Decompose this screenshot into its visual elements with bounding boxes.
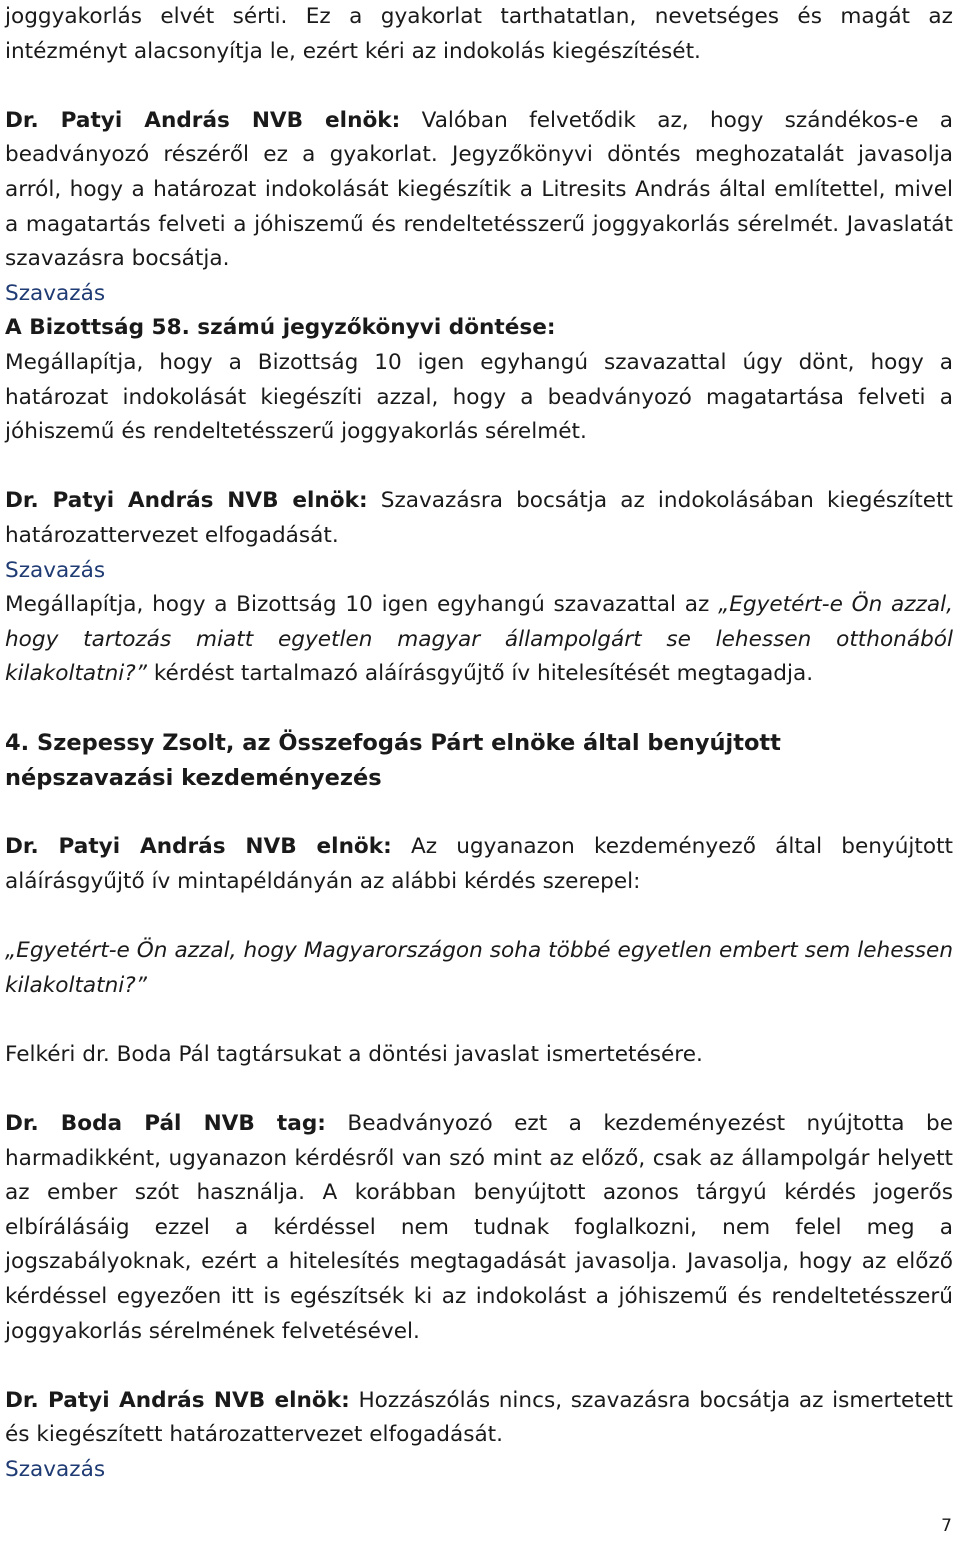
paragraph-chair-statement-2 (5, 484, 953, 553)
decision-heading: A Bizottság 58. számú jegyzőkönyvi döntése: (5, 315, 556, 341)
section-heading: 4. Szepessy Zsolt, az Összefogás Párt elnöke által benyújtott népszavazási kezdeményezés (5, 730, 781, 792)
page-number: 7 (941, 1516, 952, 1536)
statement-text: Beadványozó ezt a kezdeményezést nyújtotta be harmadikként, ugyanazon kérdésről van szó mint az előző, csak az állampolgár helyett az ember szót használja. A korábban benyújtott azonos tárgyú kérdés jogerős elbírálásáig ezzel a kérdéssel nem tudnak foglalkozni, nem felel meg a jogszabályoknak, ezért a hitelesítés megtagadását javasolja. Javasolja, hogy az előző kérdéssel egyezően itt is egészítsék ki az indokolást a jóhiszemű és rendeltetésszerű joggyakorlás sérelmének felvetésével. (5, 1111, 953, 1344)
quoted-question-block: „Egyetért-e Ön azzal, hogy Magyarországon soha többé egyetlen embert sem lehessen kilakoltatni?” (5, 938, 953, 998)
statement-text: Valóban felvetődik az, hogy szándékos-e a beadványozó részéről ez a gyakorlat. Jegyzőkönyvi döntés meghozatalát javasolja arról, hogy a határozat indokolását kiegészítik a Litresits András által említettel, mivel a magatartás felveti a jóhiszemű és rendeltetésszerű joggyakorlás sérelmét. Javaslatát szavazásra bocsátja. (5, 107, 953, 272)
paragraph-member-statement (5, 1107, 953, 1349)
document-page (5, 0, 953, 1488)
vote-label: Szavazás (5, 1456, 106, 1482)
speaker-label: Dr. Patyi András NVB elnök: (5, 834, 392, 860)
paragraph-request: Felkéri dr. Boda Pál tagtársukat a döntési javaslat ismertetésére. (5, 1041, 703, 1067)
paragraph-intro-text: joggyakorlás elvét sérti. Ez a gyakorlat tarthatatlan, nevetséges és magát az intézményt alacsonyítja le, ezért kéri az indokolás kiegészítését. (5, 4, 953, 64)
paragraph-chair-statement-4 (5, 1384, 953, 1453)
speaker-label: Dr. Boda Pál NVB tag: (5, 1111, 326, 1136)
statement-text: Az ugyanazon kezdeményező által benyújtott aláírásgyűjtő ív mintapéldányán az alábbi kérdés szerepel: (5, 834, 953, 894)
vote-label: Szavazás (5, 280, 106, 306)
paragraph-intro (5, 0, 953, 69)
speaker-label: Dr. Patyi András NVB elnök: (5, 488, 368, 514)
speaker-label: Dr. Patyi András NVB elnök: (5, 1387, 350, 1413)
speaker-label: Dr. Patyi András NVB elnök: (5, 107, 401, 133)
decision-text: Megállapítja, hogy a Bizottság 10 igen egyhangú szavazattal úgy dönt, hogy a határozat indokolását kiegészíti azzal, hogy a beadványozó magatartása felveti a jóhiszemű és rendeltetésszerű joggyakorlás sérelmét. (5, 349, 953, 445)
paragraph-chair-statement-3 (5, 830, 953, 899)
paragraph-finding: Megállapítja, hogy a Bizottság 10 igen egyhangú szavazattal az „Egyetért-e Ön azzal, hogy tartozás miatt egyetlen magyar állampolgárt se lehessen otthonából kilakoltatni?” kérdést tartalmazó aláírásgyűjtő ív hitelesítését megtagadja. (5, 592, 953, 687)
statement-text: Hozzászólás nincs, szavazásra bocsátja az ismertetett és kiegészített határozattervezet elfogadását. (5, 1387, 954, 1448)
paragraph-chair-statement-1 (5, 104, 953, 277)
quoted-question: „Egyetért-e Ön azzal, hogy tartozás miatt egyetlen magyar állampolgárt se lehessen otthonából kilakoltatni?” (5, 592, 953, 687)
statement-text: Szavazásra bocsátja az indokolásában kiegészített határozattervezet elfogadását. (5, 488, 954, 548)
vote-label: Szavazás (5, 557, 106, 583)
